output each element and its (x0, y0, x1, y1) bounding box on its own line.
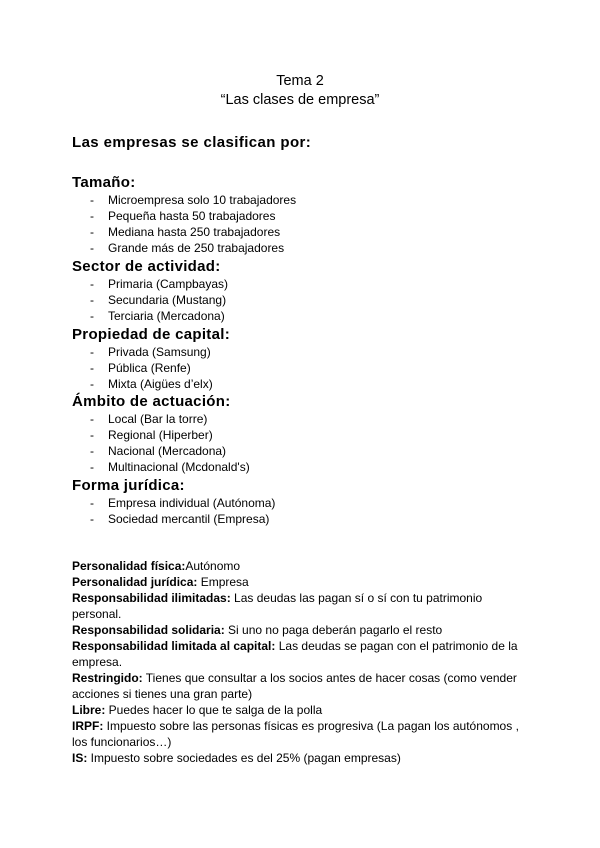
definition-item (72, 638, 532, 670)
list-marker: - (90, 460, 94, 474)
section-list (72, 344, 542, 392)
section-list (72, 192, 542, 256)
list-item (72, 224, 542, 240)
list-item-text: Empresa individual (Autónoma) (108, 496, 276, 510)
list-item (72, 459, 542, 475)
list-item-text: Pública (Renfe) (108, 361, 191, 375)
list-item (72, 240, 542, 256)
list-item (72, 443, 542, 459)
list-item (72, 360, 542, 376)
list-item (72, 292, 542, 308)
definition-text: Impuesto sobre sociedades es del 25% (pagan empresas) (87, 751, 401, 765)
definition-text: Impuesto sobre las personas físicas es progresiva (La pagan los autónomos , los funcionarios…) (72, 719, 519, 749)
list-item-text: Regional (Hiperber) (108, 428, 213, 442)
definition-item (72, 750, 532, 766)
section-title: Forma jurídica: (72, 477, 185, 494)
document-title: Tema 2 (276, 73, 324, 89)
list-item (72, 427, 542, 443)
list-marker: - (90, 496, 94, 510)
list-item-text: Sociedad mercantil (Empresa) (108, 512, 270, 526)
definitions-block (72, 558, 532, 766)
list-item (72, 308, 542, 324)
section-capital-ownership (72, 326, 542, 392)
list-marker: - (90, 209, 94, 223)
list-marker: - (90, 444, 94, 458)
section-activity-sector (72, 258, 542, 324)
list-item (72, 411, 542, 427)
definition-text: Si uno no paga deberán pagarlo el resto (224, 623, 443, 637)
section-size (72, 174, 542, 256)
list-item-text: Grande más de 250 trabajadores (108, 241, 285, 255)
definition-term: Personalidad física: (72, 559, 186, 573)
document-subtitle: “Las clases de empresa” (220, 92, 380, 108)
definition-term: Personalidad jurídica: (72, 575, 198, 589)
list-item-text: Secundaria (Mustang) (108, 293, 227, 307)
definition-item (72, 670, 532, 702)
section-legal-form (72, 477, 542, 527)
definition-text: Autónomo (185, 559, 241, 573)
definition-text: Puedes hacer lo que te salga de la polla (105, 703, 323, 717)
main-heading: Las empresas se clasifican por: (72, 134, 312, 151)
list-item (72, 344, 542, 360)
list-item-text: Local (Bar la torre) (108, 412, 208, 426)
list-marker: - (90, 241, 94, 255)
list-marker: - (90, 309, 94, 323)
list-item-text: Pequeña hasta 50 trabajadores (108, 209, 276, 223)
list-item (72, 511, 542, 527)
section-list (72, 276, 542, 324)
list-marker: - (90, 193, 94, 207)
list-marker: - (90, 428, 94, 442)
list-item-text: Terciaria (Mercadona) (108, 309, 225, 323)
list-item (72, 208, 542, 224)
section-list (72, 411, 542, 475)
list-item-text: Multinacional (Mcdonald's) (108, 460, 250, 474)
definition-term: Responsabilidad ilimitadas: (72, 591, 231, 605)
section-scope (72, 393, 542, 475)
list-item-text: Microempresa solo 10 trabajadores (108, 193, 297, 207)
definition-term: IRPF: (72, 719, 104, 733)
list-item (72, 276, 542, 292)
definition-item (72, 558, 532, 574)
list-item (72, 495, 542, 511)
list-item-text: Mixta (Aigües d’elx) (108, 377, 213, 391)
list-item-text: Primaria (Campbayas) (108, 277, 229, 291)
definition-term: Restringido: (72, 671, 143, 685)
definition-term: IS: (72, 751, 88, 765)
list-marker: - (90, 277, 94, 291)
section-title: Sector de actividad: (72, 258, 221, 275)
list-item-text: Mediana hasta 250 trabajadores (108, 225, 281, 239)
definition-item (72, 622, 532, 638)
definition-item (72, 702, 532, 718)
list-marker: - (90, 412, 94, 426)
list-marker: - (90, 225, 94, 239)
list-marker: - (90, 377, 94, 391)
list-marker: - (90, 293, 94, 307)
definition-term: Libre: (72, 703, 106, 717)
section-title: Tamaño: (72, 174, 136, 191)
list-marker: - (90, 512, 94, 526)
definition-text: Las deudas se pagan con el patrimonio de la empresa. (72, 639, 518, 669)
definition-term: Responsabilidad limitada al capital: (72, 639, 276, 653)
list-marker: - (90, 345, 94, 359)
definition-item (72, 574, 532, 590)
section-list (72, 495, 542, 527)
list-item (72, 376, 542, 392)
document-header (0, 72, 600, 110)
list-item (72, 192, 542, 208)
section-title: Propiedad de capital: (72, 326, 230, 343)
definition-text: Las deudas las pagan sí o sí con tu patrimonio personal. (72, 591, 483, 621)
definition-term: Responsabilidad solidaria: (72, 623, 225, 637)
definition-item (72, 718, 532, 750)
definition-text: Tienes que consultar a los socios antes de hacer cosas (como vender acciones si tienes una gran parte) (72, 671, 517, 701)
list-item-text: Nacional (Mercadona) (108, 444, 227, 458)
definition-item (72, 590, 532, 622)
list-item-text: Privada (Samsung) (108, 345, 211, 359)
definition-text: Empresa (197, 575, 249, 589)
section-title: Ámbito de actuación: (72, 393, 231, 410)
list-marker: - (90, 361, 94, 375)
